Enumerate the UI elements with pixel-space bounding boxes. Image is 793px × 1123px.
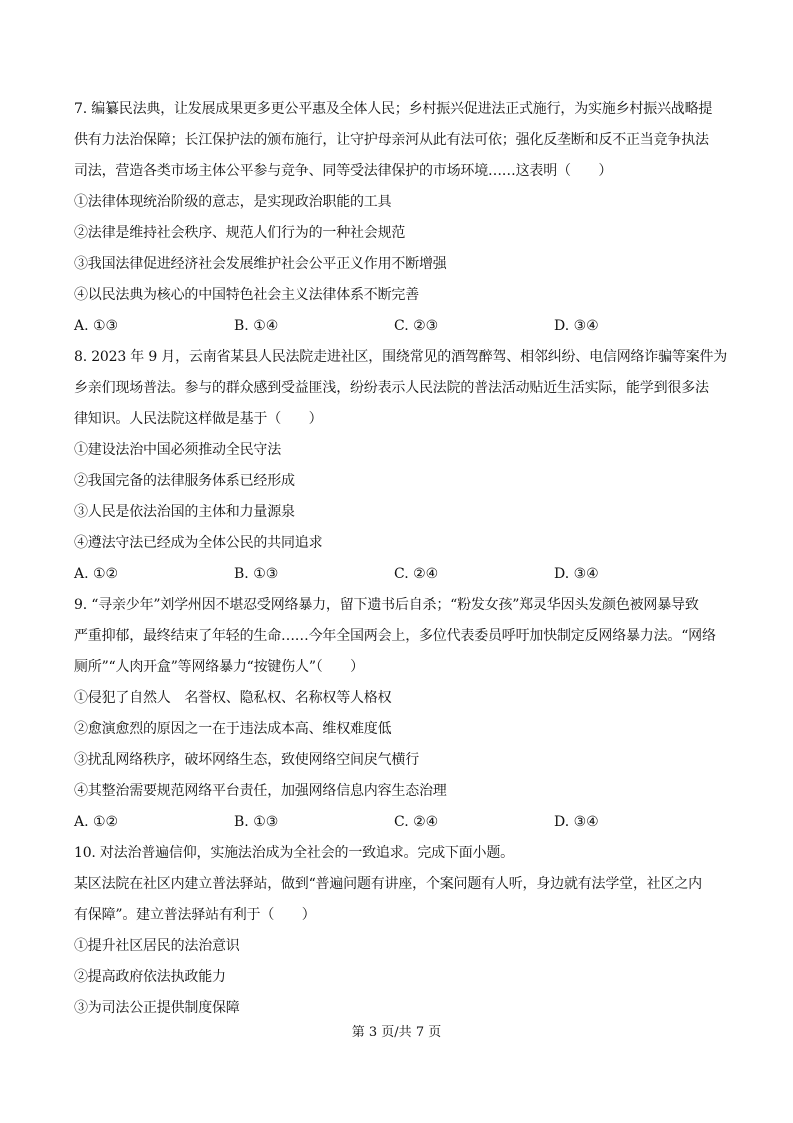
question-stem-line: 9. “寻亲少年”刘学州因不堪忍受网络暴力，留下遗书后自杀；“粉发女孩”郑灵华因头发颜色被网暴导致 — [74, 597, 699, 613]
statement: ③为司法公正提供制度保障 — [74, 1000, 240, 1016]
question-stem-line: 有保障”。建立普法驿站有利于（ ） — [74, 907, 316, 923]
statement: ④遵法守法已经成为全体公民的共同追求 — [74, 535, 323, 551]
answer-choices — [74, 559, 728, 590]
choice-a: A. ①③ — [74, 318, 119, 334]
statement: ③人民是依法治国的主体和力量源泉 — [74, 504, 295, 520]
choice-c: C. ②③ — [394, 318, 439, 334]
question-10 — [74, 838, 728, 1024]
exam-content — [74, 94, 728, 1024]
choice-b: B. ①③ — [234, 814, 279, 830]
statement: ①法律体现统治阶级的意志，是实现政治职能的工具 — [74, 194, 392, 210]
answer-choices — [74, 807, 728, 838]
question-stem-line: 某区法院在社区内建立普法驿站，做到“普遍问题有讲座，个案问题有人听，身边就有法学堂，社区之内 — [74, 876, 702, 892]
choice-c: C. ②④ — [394, 566, 439, 582]
statement: ②提高政府依法执政能力 — [74, 969, 226, 985]
statement: ②法律是维持社会秩序、规范人们行为的一种社会规范 — [74, 225, 406, 241]
question-stem-line: 8. 2023 年 9 月，云南省某县人民法院走进社区，围绕常见的酒驾醉驾、相邻纠纷、电信网络诈骗等案件为 — [74, 349, 728, 365]
question-stem-line: 厕所”“人肉开盒”等网络暴力“按键伤人”（ ） — [74, 659, 364, 675]
statement: ①侵犯了自然人 名誉权、隐私权、名称权等人格权 — [74, 690, 392, 706]
page-number-footer: 第 3 页/共 7 页 — [351, 1025, 442, 1040]
statement: ③我国法律促进经济社会发展维护社会公平正义作用不断增强 — [74, 256, 447, 272]
question-9 — [74, 590, 728, 838]
statement: ④以民法典为核心的中国特色社会主义法律体系不断完善 — [74, 287, 419, 303]
choice-b: B. ①④ — [234, 318, 279, 334]
question-8 — [74, 342, 728, 590]
statement: ③扰乱网络秩序，破坏网络生态，致使网络空间戾气横行 — [74, 752, 419, 768]
question-stem-line: 乡亲们现场普法。参与的群众感到受益匪浅，纷纷表示人民法院的普法活动贴近生活实际，能学到很多法 — [74, 380, 709, 396]
choice-a: A. ①② — [74, 566, 119, 582]
question-7 — [74, 94, 728, 342]
question-stem-line: 司法，营造各类市场主体公平参与竞争、同等受法律保护的市场环境……这表明（ ） — [74, 163, 613, 179]
choice-b: B. ①③ — [234, 566, 279, 582]
answer-choices — [74, 311, 728, 342]
choice-d: D. ③④ — [554, 566, 599, 582]
statement: ①建设法治中国必须推动全民守法 — [74, 442, 281, 458]
question-stem-line: 10. 对法治普遍信仰，实施法治成为全社会的一致追求。完成下面小题。 — [74, 845, 514, 861]
question-stem-line: 律知识。人民法院这样做是基于（ ） — [74, 411, 323, 427]
question-stem-line: 严重抑郁，最终结束了年轻的生命……今年全国两会上，多位代表委员呼吁加快制定反网络暴力法。“网络 — [74, 628, 716, 644]
choice-d: D. ③④ — [554, 814, 599, 830]
question-stem-line: 供有力法治保障；长江保护法的颁布施行，让守护母亲河从此有法可依；强化反垄断和反不正当竞争执法 — [74, 132, 709, 148]
choice-d: D. ③④ — [554, 318, 599, 334]
statement: ②我国完备的法律服务体系已经形成 — [74, 473, 295, 489]
statement: ②愈演愈烈的原因之一在于违法成本高、维权难度低 — [74, 721, 392, 737]
statement: ①提升社区居民的法治意识 — [74, 938, 240, 954]
choice-a: A. ①② — [74, 814, 119, 830]
question-stem-line: 7. 编纂民法典，让发展成果更多更公平惠及全体人民；乡村振兴促进法正式施行，为实施乡村振兴战略提 — [74, 101, 713, 117]
choice-c: C. ②④ — [394, 814, 439, 830]
statement: ④其整治需要规范网络平台责任，加强网络信息内容生态治理 — [74, 783, 447, 799]
